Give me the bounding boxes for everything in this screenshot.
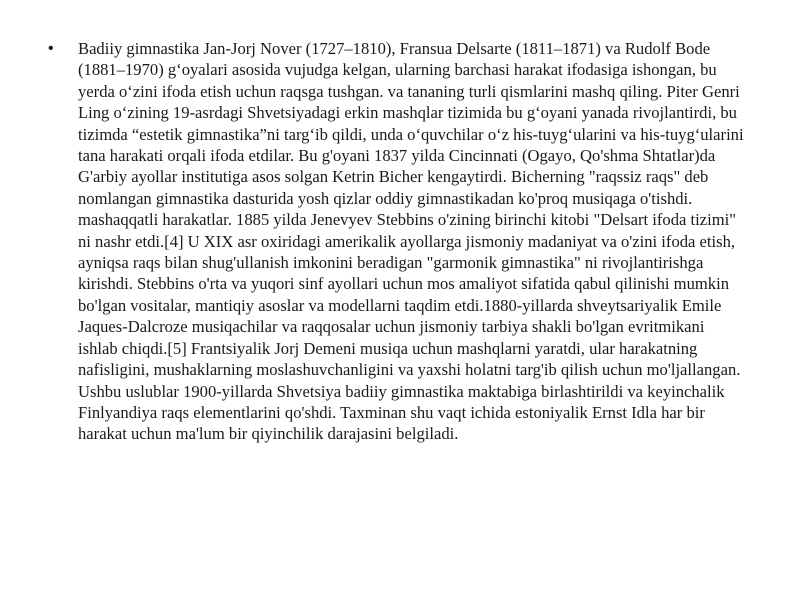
bullet-text: Badiiy gimnastika Jan-Jorj Nover (1727–1810), Fransua Delsarte (1811–1871) va Rudolf Bode (1881–1970) g‘oyalari asosida vujudga kelgan, ularning barchasi harakat ifodasiga ishongan, bu yerda o‘zini ifoda etish uchun raqsga tushgan. va tananing turli qismlarini mashq qiling. Piter Genri Ling o‘zining 19-asrdagi Shvetsiyadagi erkin mashqlar tizimida bu g‘oyani yanada rivojlantirdi, bu tizimda “estetik gimnastika”ni targ‘ib qildi, unda o‘quvchilar o‘z his-tuyg‘ularini va his-tuyg‘ularini tana harakati orqali ifoda etdilar. Bu g'oyani 1837 yilda Cincinnati (Ogayo, Qo'shma Shtatlar)da G'arbiy ayollar institutiga asos solgan Ketrin Bicher kengaytirdi. Bicherning "raqssiz raqs" deb nomlangan gimnastika dasturida yosh qizlar oddiy gimnastikadan ko'proq musiqaga o'tishdi. mashaqqatli harakatlar. 1885 yilda Jenevyev Stebbins o'zining birinchi kitobi "Delsart ifoda tizimi" ni nashr etdi.[4] U XIX asr oxiridagi amerikalik ayollarga jismoniy madaniyat va o'zini ifoda etish, ayniqsa raqs bilan shug'ullanish imkonini beradigan "garmonik gimnastika" ni rivojlantirishga kirishdi. Stebbins o'rta va yuqori sinf ayollari uchun mos amaliyot sifatida qabul qilinishi mumkin bo'lgan vositalar, mantiqiy asoslar va modellarni taqdim etdi.1880-yillarda shveytsariyalik Emile Jaques-Dalcroze musiqachilar va raqqosalar uchun jismoniy tarbiya shakli bo'lgan evritmikani ishlab chiqdi.[5] Frantsiyalik Jorj Demeni musiqa uchun mashqlarni yaratdi, ular harakatning nafisligini, mushaklarning moslashuvchanligini va yaxshi holatni targ'ib qilish uchun mo'ljallangan. Ushbu uslublar 1900-yillarda Shvetsiya badiiy gimnastika maktabiga birlashtirildi va keyinchalik Finlyandiya raqs elementlarini qo'shdi. Taxminan shu vaqt ichida estoniyalik Ernst Idla har bir harakat uchun ma'lum bir qiyinchilik darajasini belgiladi.: [78, 39, 744, 444]
bullet-marker: •: [48, 40, 54, 57]
bullet-item: [48, 38, 748, 445]
bullet-list: [48, 38, 748, 445]
